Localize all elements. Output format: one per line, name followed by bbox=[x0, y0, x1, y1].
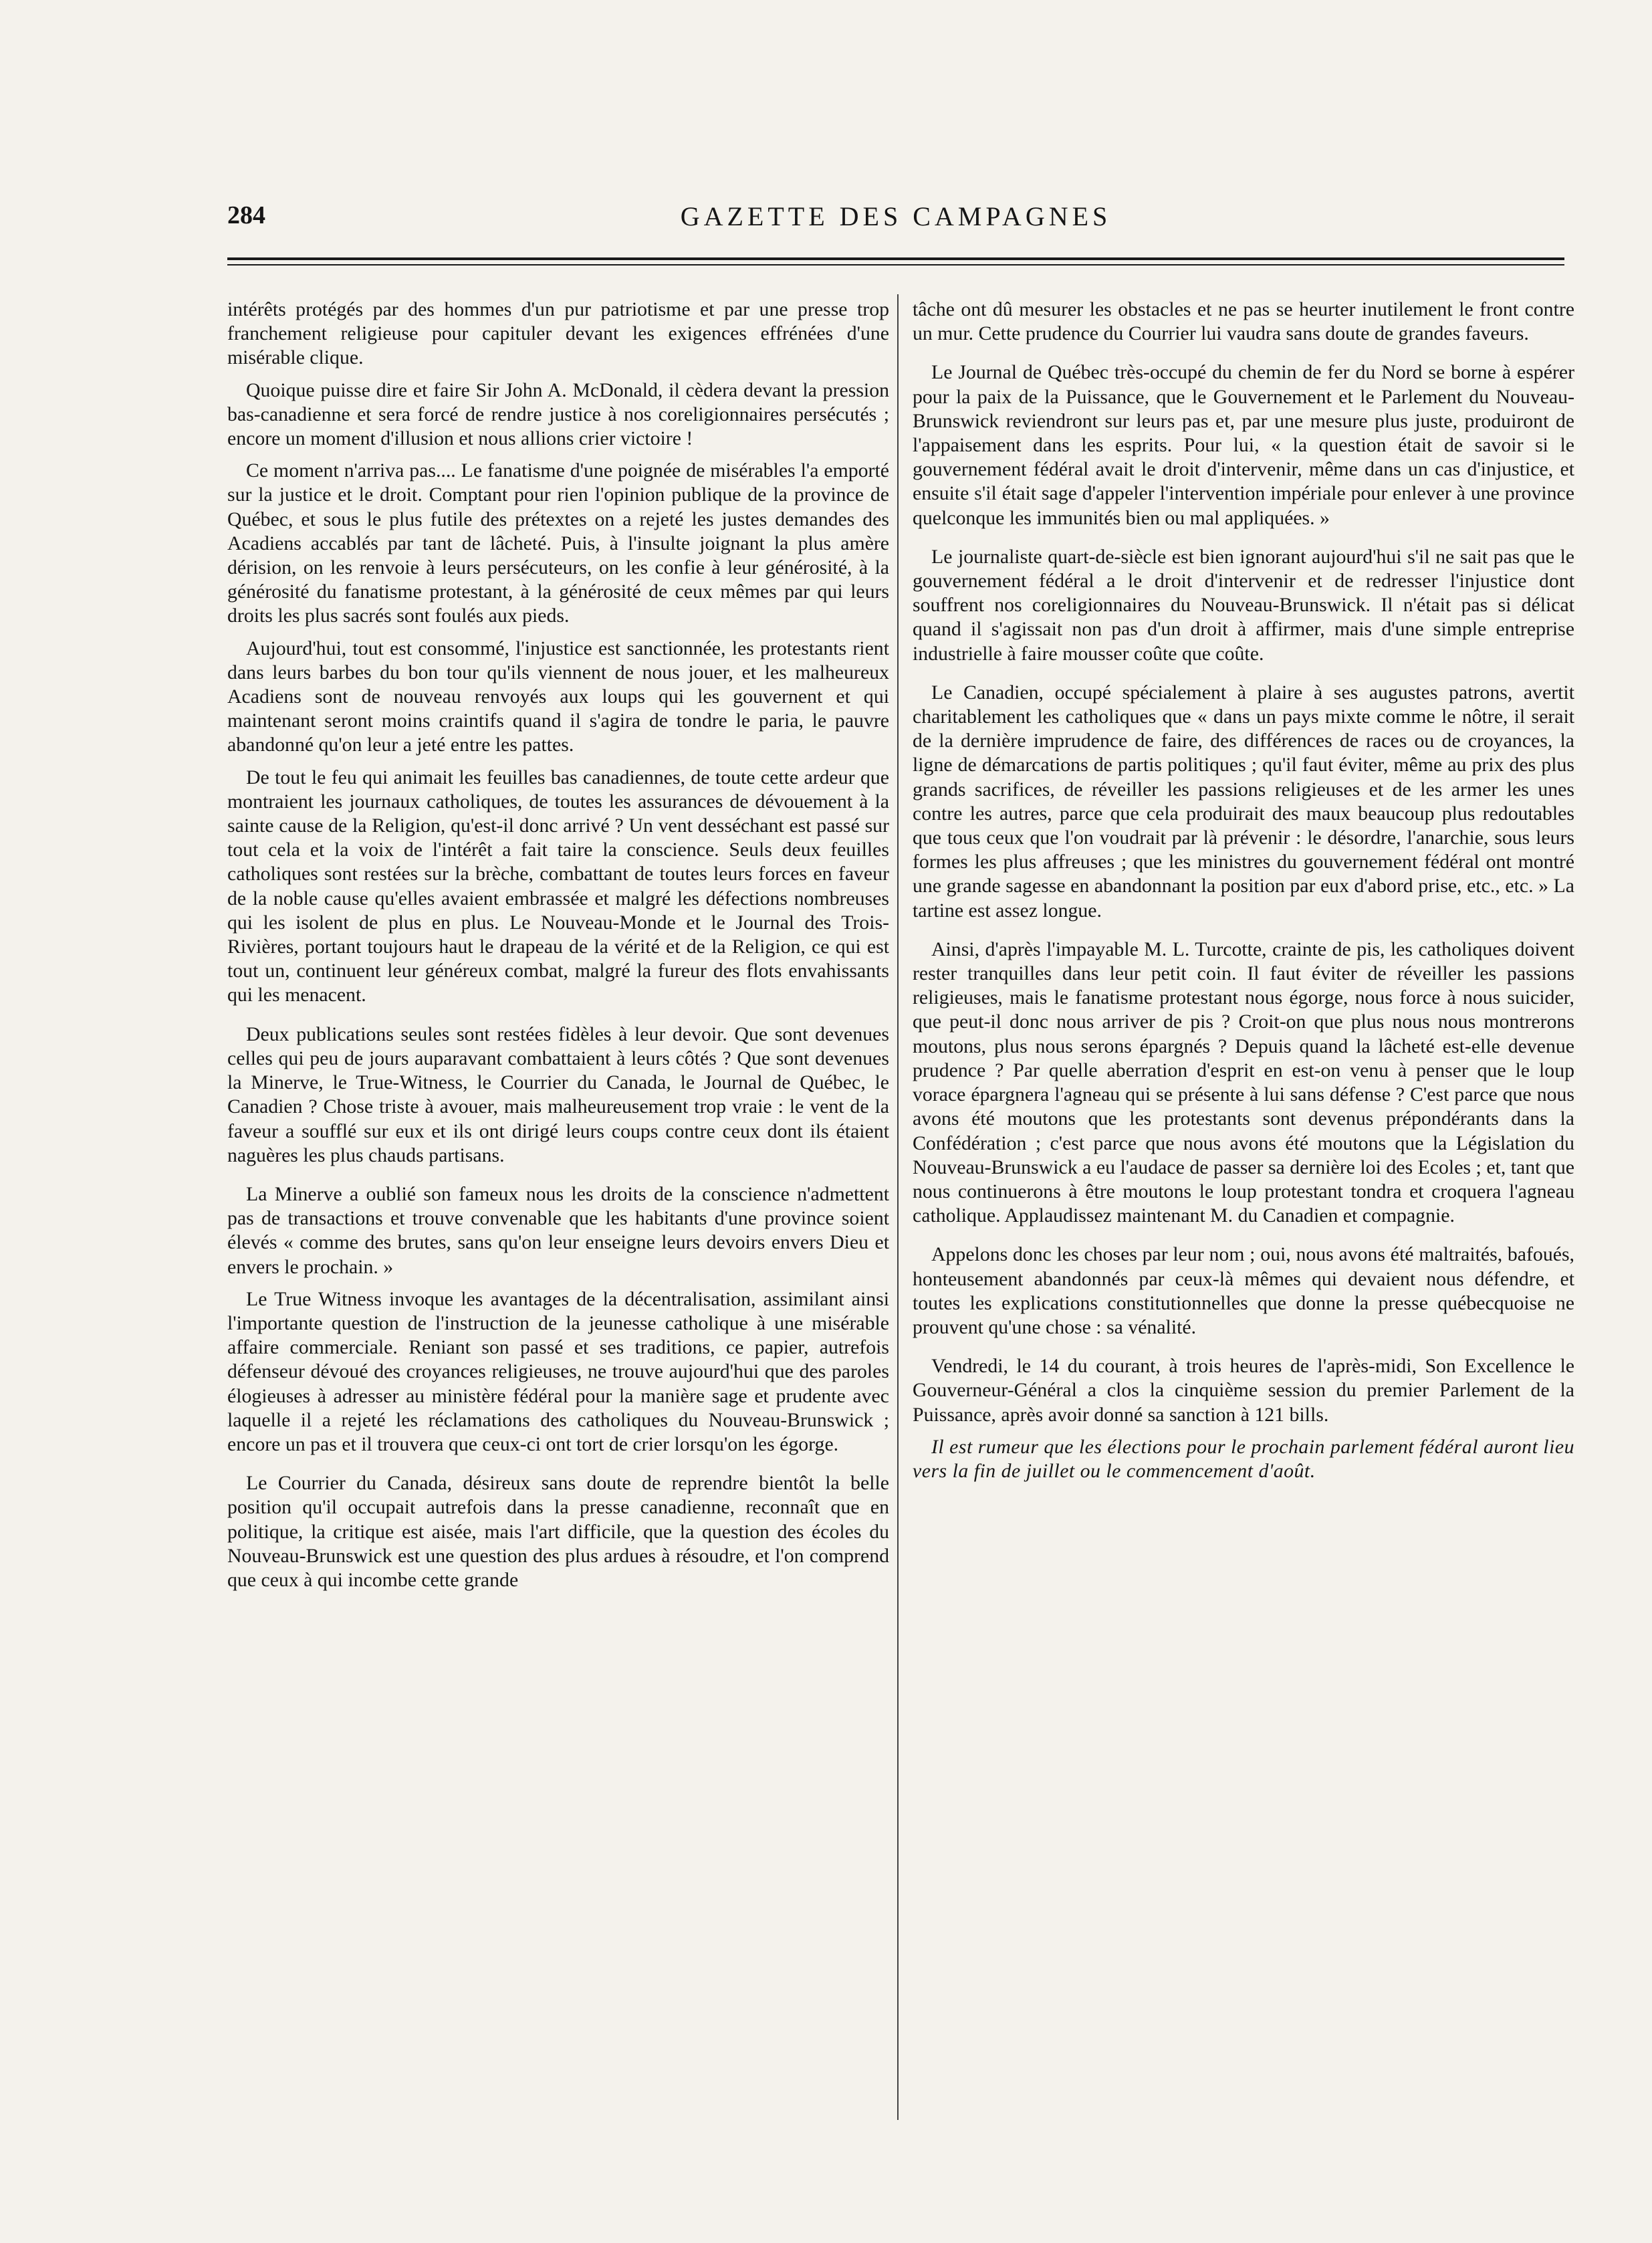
paragraph: Le Journal de Québec très-occupé du chemin de fer du Nord se borne à espérer pour la paix de la Puissance, que le Gouvernement et le Parlement du Nouveau-Brunswick reviendront sur leurs pas et, par une mesure plus juste, produiront de l'appaisement dans les esprits. Pour lui, « la question était de savoir si le gouvernement fédéral avait le droit d'intervenir, même dans un cas d'injustice, et ensuite s'il était sage d'appeler l'intervention impériale pour enlever à une province quelconque les immunités bien ou mal appliquées. » bbox=[913, 361, 1574, 529]
paragraph: Deux publications seules sont restées fidèles à leur devoir. Que sont devenues celles qui peu de jours auparavant combattaient à leurs côtés ? Que sont devenues la Minerve, le True-Witness, le Courrier du Canada, le Journal de Québec, le Canadien ? Chose triste à avouer, mais malheureusement trop vraie : le vent de la faveur a soufflé sur eux et ils ont dirigé leurs coups contre ceux dont ils étaient naguères les plus chauds partisans. bbox=[227, 1023, 889, 1166]
page-number: 284 bbox=[227, 201, 265, 229]
paragraph: De tout le feu qui animait les feuilles bas canadiennes, de toute cette ardeur que montraient les journaux catholiques, de toutes les assurances de dévouement à la sainte cause de la Religion, qu'est-il donc arrivé ? Un vent desséchant est passé sur tout cela et la voix de l'intérêt a fait taire la conscience. Seuls deux feuilles catholiques sont restées sur la brèche, combattant de toutes leurs forces en faveur de la noble cause qu'elles avaient embrassée et malgré les défections nombreuses qui les isolent de plus en plus. Le Nouveau-Monde et le Journal des Trois-Rivières, portant toujours haut le drapeau de la vérité et de la Religion, ce qui est tout un, continuent leur généreux combat, malgré la fureur des flots envahissants qui les menacent. bbox=[227, 766, 889, 1006]
paragraph: Ainsi, d'après l'impayable M. L. Turcotte, crainte de pis, les catholiques doivent rester tranquilles dans leur petit coin. Il faut éviter de réveiller les passions religieuses, mais le fanatisme protestant nous égorge, nous force à nous suicider, que peut-il donc nous arriver de pis ? Croit-on que plus nous nous montrerons moutons, plus nous serons épargnés ? Depuis quand la lâcheté est-elle devenue prudence ? Par quelle aberration d'esprit en est-on venu à penser que le loup vorace épargnera l'agneau qui se présente à lui sans défense ? C'est parce que nous avons été moutons que les protestants sont devenus prépondérants dans la Confédération ; c'est parce que nous avons été moutons que la Législation du Nouveau-Brunswick a eu l'audace de passer sa dernière loi des Ecoles ; et, tant que nous continuerons à être moutons le loup protestant tondra et croquera l'agneau catholique. Applaudissez maintenant M. du Canadien et compagnie. bbox=[913, 938, 1574, 1227]
paragraph: Le journaliste quart-de-siècle est bien ignorant aujourd'hui s'il ne sait pas que le gouvernement fédéral a le droit d'intervenir et de redresser l'injustice dont souffrent nos coreligionnaires du Nouveau-Brunswick. Il n'était pas si délicat quand il s'agissait non pas d'un droit à affirmer, mais d'une simple entreprise industrielle à faire mousser coûte que coûte. bbox=[913, 545, 1574, 665]
running-title: GAZETTE DES CAMPAGNES bbox=[680, 201, 1112, 231]
page-header bbox=[227, 201, 1564, 247]
paragraph: Aujourd'hui, tout est consommé, l'injustice est sanctionnée, les protestants rient dans leurs barbes du bon tour qu'ils viennent de nous jouer, et les malheureux Acadiens sont de nouveau renvoyés aux loups qui les gouvernent et qui maintenant seront moins craintifs quand il s'agira de tondre le paria, le pauvre abandonné qu'on leur a jeté entre les pattes. bbox=[227, 637, 889, 756]
paragraph: Ce moment n'arriva pas.... Le fanatisme d'une poignée de misérables l'a emporté sur la justice et le droit. Comptant pour rien l'opinion publique de la province de Québec, et sous le plus futile des prétextes on a rejeté les justes demandes des Acadiens accablés par tant de lâcheté. Puis, à l'insulte joignant la plus amère dérision, on les renvoie à leurs persécuteurs, on les confie à leur générosité, à la générosité du fanatisme protestant, à la générosité de ceux mêmes par qui leurs droits les plus sacrés sont foulés aux pieds. bbox=[227, 459, 889, 627]
paragraph: La Minerve a oublié son fameux nous les droits de la conscience n'admettent pas de transactions et trouve convenable que les habitants d'une province soient élevés « comme des brutes, sans qu'on leur enseigne leurs devoirs envers Dieu et envers le prochain. » bbox=[227, 1182, 889, 1278]
paragraph: Le True Witness invoque les avantages de la décentralisation, assimilant ainsi l'importante question de l'instruction de la jeunesse catholique à une misérable affaire commerciale. Reniant son passé et ses traditions, ce papier, autrefois défenseur dévoué des croyances religieuses, ne trouve aujourd'hui que des paroles élogieuses à adresser au ministère fédéral pour la manière sage et prudente avec laquelle il a rejeté les réclamations des catholiques du Nouveau-Brunswick ; encore un pas et il trouvera que ceux-ci ont tort de crier lorsqu'on les égorge. bbox=[227, 1287, 889, 1455]
paragraph: tâche ont dû mesurer les obstacles et ne pas se heurter inutilement le front contre un mur. Cette prudence du Courrier lui vaudra sans doute de grandes faveurs. bbox=[913, 298, 1574, 345]
header-rule-thin bbox=[227, 264, 1564, 265]
right-column bbox=[913, 298, 1574, 2117]
header-rule-thick bbox=[227, 257, 1564, 260]
paragraph: Appelons donc les choses par leur nom ; oui, nous avons été maltraités, bafoués, honteusement abandonnés par ceux-là mêmes qui devaient nous défendre, et toutes les explications constitutionnelles que donne la presse québecquoise ne prouvent qu'une chose : sa vénalité. bbox=[913, 1243, 1574, 1338]
paragraph: Le Courrier du Canada, désireux sans doute de reprendre bientôt la belle position qu'il occupait autrefois dans la presse canadienne, reconnaît que en politique, la critique est aisée, mais l'art difficile, que la question des écoles du Nouveau-Brunswick est une question des plus ardues à résoudre, et l'on comprend que ceux à qui incombe cette grande bbox=[227, 1472, 889, 1591]
paragraph: Quoique puisse dire et faire Sir John A. McDonald, il cèdera devant la pression bas-canadienne et sera forcé de rendre justice à nos coreligionnaires persécutés ; encore un moment d'illusion et nous allions crier victoire ! bbox=[227, 379, 889, 450]
paragraph: intérêts protégés par des hommes d'un pur patriotisme et par une presse trop franchement religieuse pour capituler devant les exigences effrénées d'une misérable clique. bbox=[227, 298, 889, 369]
left-column bbox=[227, 298, 889, 2117]
paragraph: Il est rumeur que les élections pour le prochain parlement fédéral auront lieu vers la fin de juillet ou le commencement d'août. bbox=[913, 1435, 1574, 1482]
paragraph: Vendredi, le 14 du courant, à trois heures de l'après-midi, Son Excellence le Gouverneur-Général a clos la cinquième session du premier Parlement de la Puissance, après avoir donné sa sanction à 121 bills. bbox=[913, 1355, 1574, 1426]
column-divider bbox=[897, 294, 899, 2120]
paragraph: Le Canadien, occupé spécialement à plaire à ses augustes patrons, avertit charitablement les catholiques que « dans un pays mixte comme le nôtre, il serait de la dernière imprudence de faire, des différences de races ou de croyances, la ligne de démarcations de partis politiques ; qu'il faut éviter, même au prix des plus grands sacrifices, de réveiller les passions religieuses et de les armer les unes contre les autres, parce que cela produirait des maux beaucoup plus redoutables que tous ceux que l'on voudrait par là prévenir : le désordre, l'anarchie, sous leurs formes les plus affreuses ; que les ministres du gouvernement fédéral ont montré une grande sagesse en abandonnant la position par eux d'abord prise, etc., etc. » La tartine est assez longue. bbox=[913, 681, 1574, 922]
